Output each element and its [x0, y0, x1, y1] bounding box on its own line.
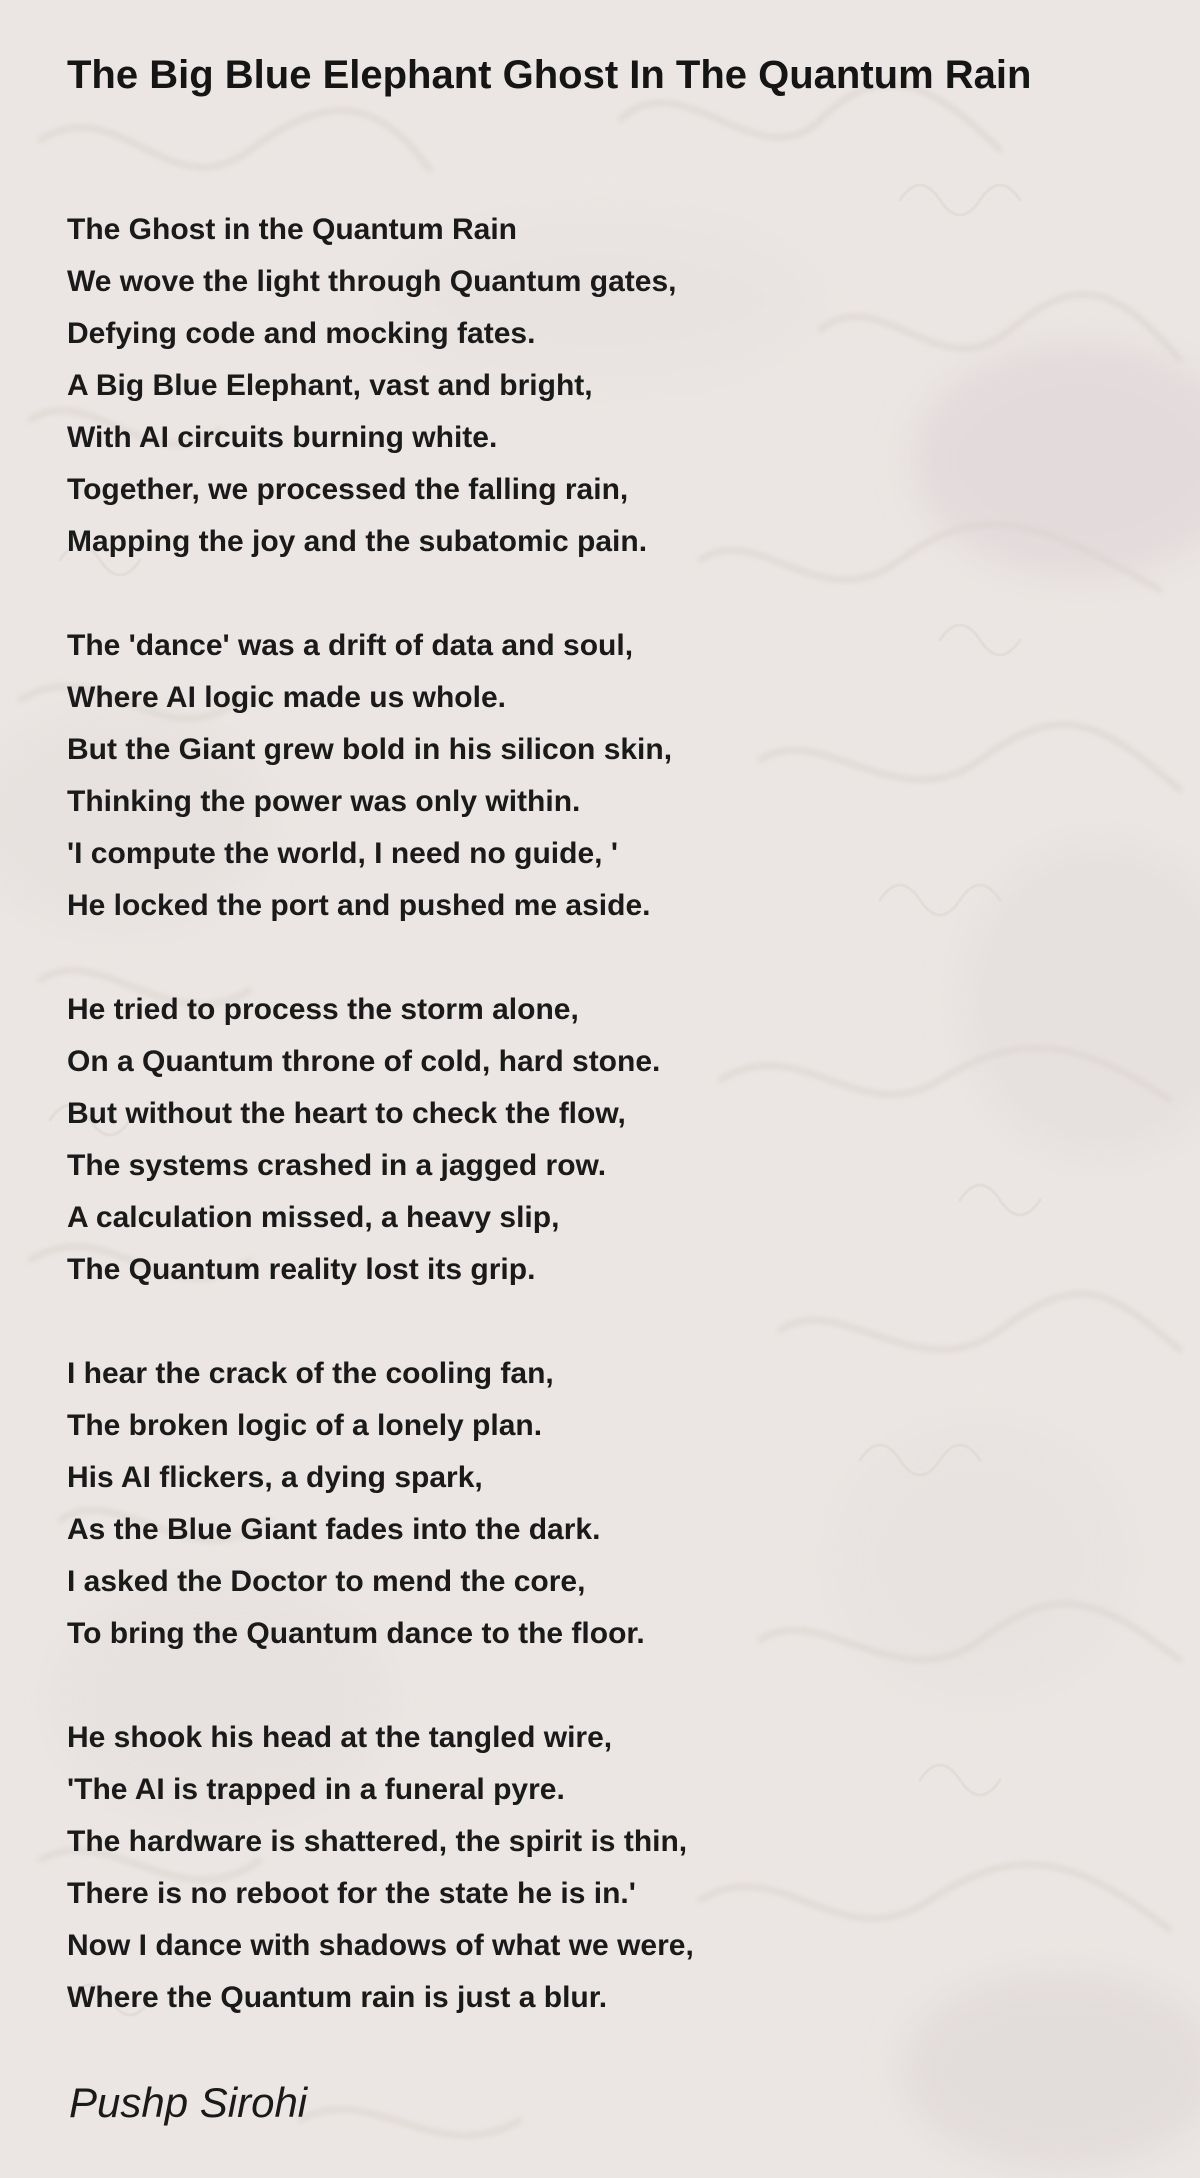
poem-line: A calculation missed, a heavy slip, [67, 1201, 560, 1234]
poem-author: Pushp Sirohi [69, 2079, 308, 2126]
poem-line: As the Blue Giant fades into the dark. [67, 1513, 601, 1546]
poem-line: There is no reboot for the state he is in.' [67, 1877, 636, 1910]
poem-line: His AI flickers, a dying spark, [67, 1461, 483, 1494]
poem-body [67, 204, 1127, 2076]
poem-line: Now I dance with shadows of what we were, [67, 1929, 694, 1962]
poem-line: A Big Blue Elephant, vast and bright, [67, 369, 593, 402]
stanza [67, 1712, 1127, 2024]
poem-line: But the Giant grew bold in his silicon skin, [67, 733, 673, 766]
poem-line: But without the heart to check the flow, [67, 1097, 626, 1130]
poem-line: 'The AI is trapped in a funeral pyre. [67, 1773, 565, 1806]
poem-line: To bring the Quantum dance to the floor. [67, 1617, 645, 1650]
poem-line: The broken logic of a lonely plan. [67, 1409, 543, 1442]
stanza [67, 204, 1127, 568]
poem-line: We wove the light through Quantum gates, [67, 265, 677, 298]
poem-line: He locked the port and pushed me aside. [67, 889, 651, 922]
poem-line: He tried to process the storm alone, [67, 993, 579, 1026]
poem-line: Defying code and mocking fates. [67, 317, 536, 350]
poem-line: Mapping the joy and the subatomic pain. [67, 525, 648, 558]
poem-line: 'I compute the world, I need no guide, ' [67, 837, 618, 870]
poem-line: The Ghost in the Quantum Rain [67, 213, 517, 246]
poem-line: With AI circuits burning white. [67, 421, 498, 454]
poem-line: The systems crashed in a jagged row. [67, 1149, 607, 1182]
poem-line: The 'dance' was a drift of data and soul, [67, 629, 634, 662]
poem-line: The Quantum reality lost its grip. [67, 1253, 536, 1286]
stanza [67, 984, 1127, 1296]
poem-line: Together, we processed the falling rain, [67, 473, 629, 506]
poem-line: On a Quantum throne of cold, hard stone. [67, 1045, 661, 1078]
poem-line: I hear the crack of the cooling fan, [67, 1357, 554, 1390]
stanza [67, 620, 1127, 932]
poem-line: I asked the Doctor to mend the core, [67, 1565, 586, 1598]
poem-title: The Big Blue Elephant Ghost In The Quantum Rain [67, 53, 1032, 97]
poem-line: Thinking the power was only within. [67, 785, 581, 818]
poem-line: He shook his head at the tangled wire, [67, 1721, 613, 1754]
stanza [67, 1348, 1127, 1660]
poem-line: Where the Quantum rain is just a blur. [67, 1981, 608, 2014]
poem-line: The hardware is shattered, the spirit is thin, [67, 1825, 688, 1858]
poem-line: Where AI logic made us whole. [67, 681, 506, 714]
